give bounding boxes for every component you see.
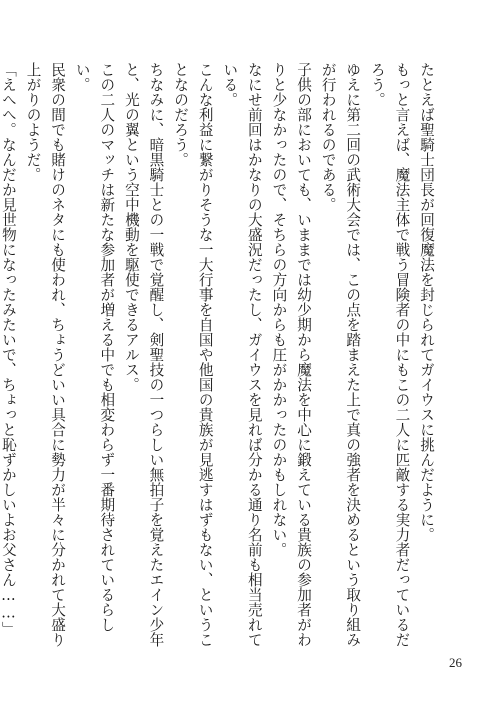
page-number: 26 — [449, 655, 462, 670]
paragraph: 「えへへ。なんだか見世物になったみたいで、ちょっと恥ずかしいよお父さん……」 — [0, 62, 17, 637]
paragraph: もっと言えば、魔法主体で戦う冒険者の中にもこの二人に匹敵する実力者だっているだろう。 — [368, 62, 411, 647]
paragraph: ゆえに第二回の武術大会では、この点を踏まえた上で真の強者を決めるという取り組みが行われるのである。 — [319, 62, 362, 647]
paragraph: たとえば聖騎士団長が回復魔法を封じられてガイウスに挑んだように。 — [418, 62, 435, 542]
paragraph: こんな利益に繋がりそうな一大行事を自国や他国の貴族が見逃すはずもない、ということなのだろう。 — [172, 62, 214, 647]
paragraph: なにせ前回はかなりの大盛況だったし、ガイウスを見れば分かる通り名前も相当売れている。 — [221, 62, 263, 647]
paragraph: 民衆の間でも賭けのネタにも使われ、ちょうどいい具合に勢力が半々に分かれて大盛り上がりのようだ。 — [24, 62, 67, 647]
paragraph: ちなみに、暗黒騎士との一戦で覚醒し、剣聖技の一つらしい無拍子を覚えたエイン少年と、光の翼という空中機動を駆使できるアルス。 — [122, 62, 165, 647]
paragraph: この二人のマッチは新たな参加者が増える中でも相変わらず一番期待されているらしい。 — [73, 62, 116, 632]
paragraph: 子供の部においても、いままでは幼少期から魔法を中心に鍛えている貴族の参加者がわりと少なかったので、そちらの方向からも圧がかかったのかもしれない。 — [270, 62, 313, 647]
body-text — [0, 62, 438, 652]
